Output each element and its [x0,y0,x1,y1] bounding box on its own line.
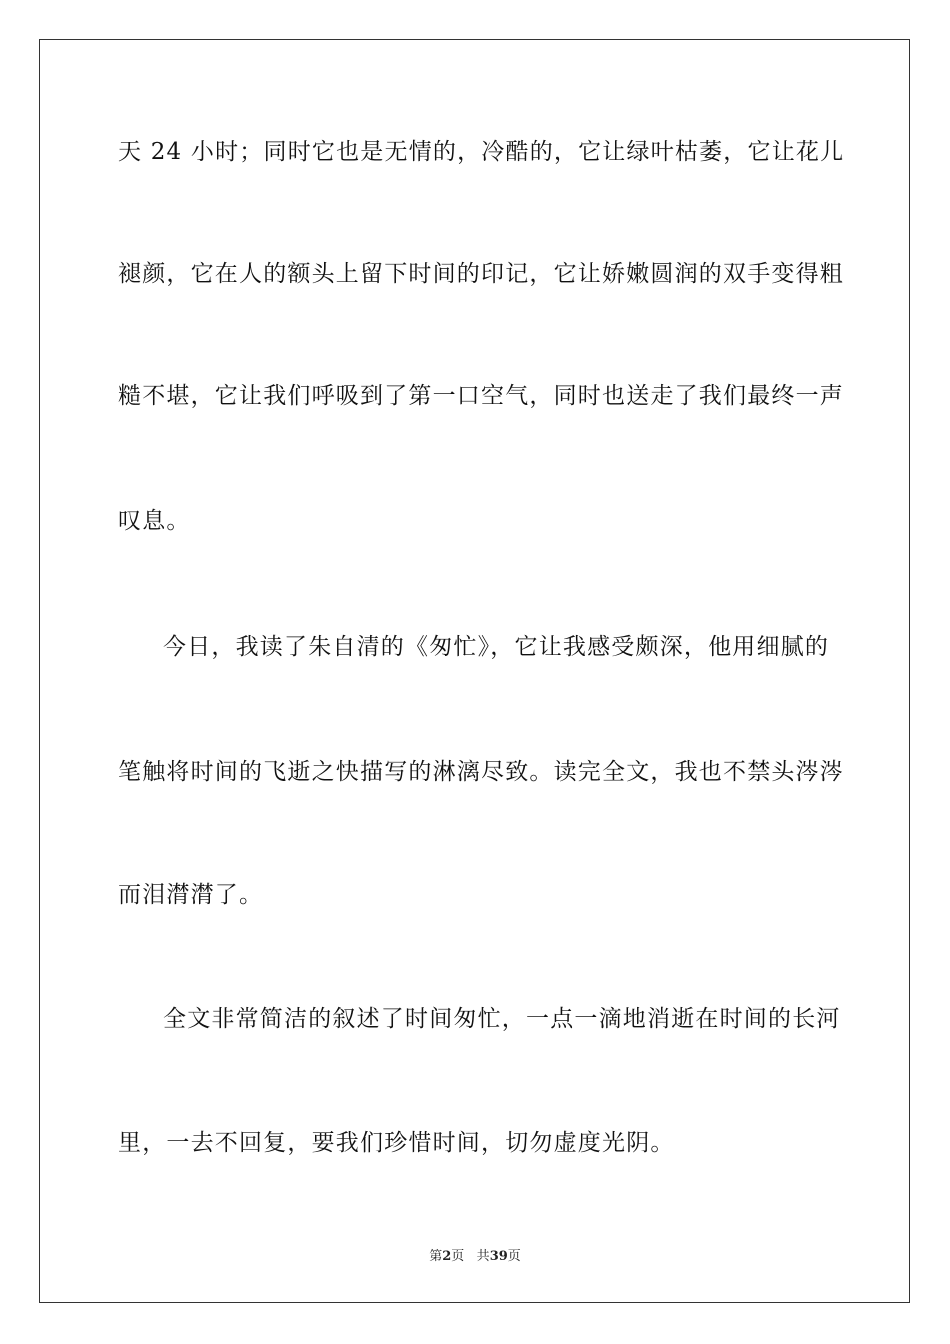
paragraph-3-line-1: 全文非常简洁的叙述了时间匆忙，一点一滴地消逝在时间的长河 [163,1006,841,1032]
page-border [39,39,910,1303]
page-footer [0,1248,950,1266]
paragraph-2-line-3: 而泪潸潸了。 [118,882,264,908]
page-suffix: 页 [451,1249,465,1264]
total-prefix: 共 [476,1249,490,1264]
paragraph-3-line-2: 里，一去不回复，要我们珍惜时间，切勿虚度光阴。 [118,1130,675,1156]
body-line-1: 天 24 小时；同时它也是无情的，冷酷的，它让绿叶枯萎，它让花儿 [118,139,845,165]
page-prefix: 第 [429,1249,443,1264]
total-pages: 39 [489,1249,508,1264]
body-line-2: 褪颜，它在人的额头上留下时间的印记，它让娇嫩圆润的双手变得粗 [118,261,844,287]
paragraph-2-line-2: 笔触将时间的飞逝之快描写的淋漓尽致。读完全文，我也不禁头涔涔 [118,759,844,785]
paragraph-2-line-1: 今日，我读了朱自清的《匆忙》，它让我感受颇深，他用细腻的 [163,634,830,660]
total-suffix: 页 [507,1249,521,1264]
page-number: 2 [442,1249,452,1264]
body-line-4: 叹息。 [118,508,191,534]
body-line-3: 糙不堪，它让我们呼吸到了第一口空气，同时也送走了我们最终一声 [118,383,844,409]
